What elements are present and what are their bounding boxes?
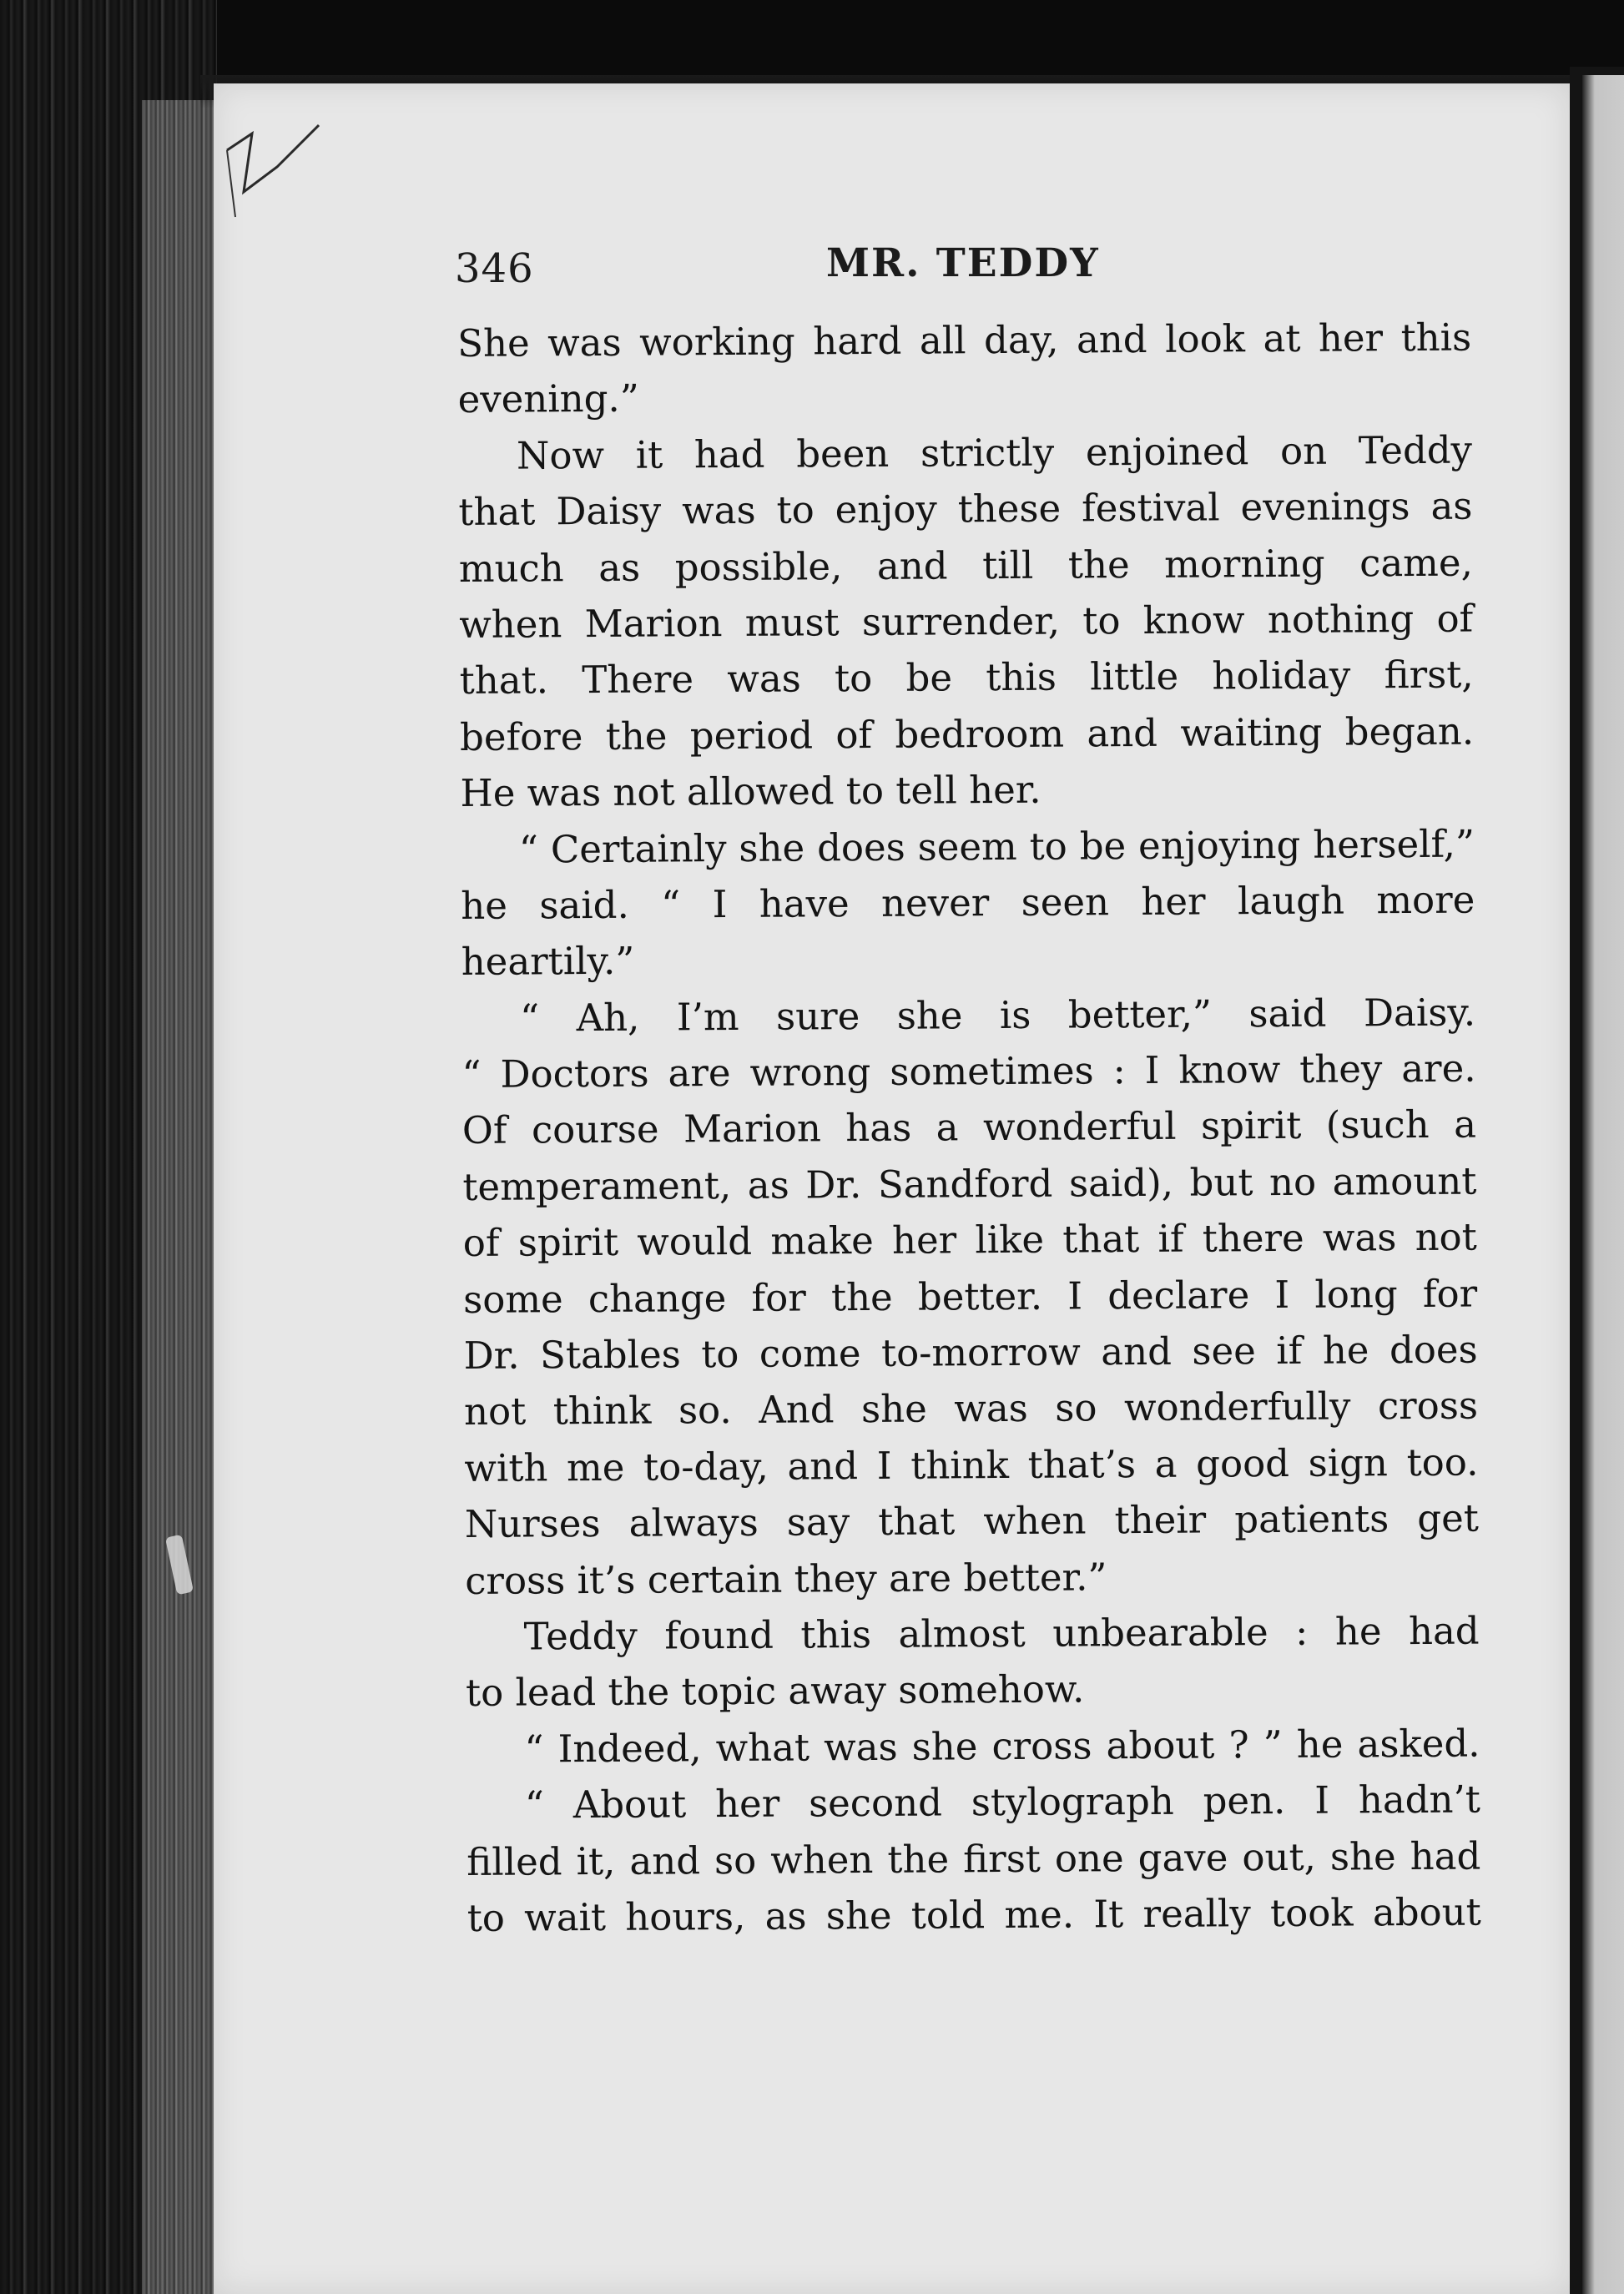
text-line: evening.”	[457, 376, 639, 422]
text-line: he said. “ I have never seen her laugh more	[461, 877, 1475, 928]
running-head: MR. TEDDY	[826, 240, 1100, 286]
text-line: “ Ah, I’m sure she is better,” said Daisy.	[519, 990, 1476, 1041]
text-line: not think so. And she was so wonderfully cross	[463, 1383, 1479, 1434]
text-line: to lead the topic away somehow.	[465, 1666, 1085, 1716]
text-line: that. There was to be this little holiday first,	[459, 652, 1474, 703]
page-header	[455, 235, 1100, 294]
text-line: before the period of bedroom and waiting began.	[459, 708, 1475, 759]
text-line: with me to-day, and I think that’s a good sign too.	[464, 1439, 1479, 1490]
next-page-edge	[1582, 75, 1624, 2294]
text-line: that Daisy was to enjoy these festival evenings as	[458, 483, 1473, 535]
text-line: “ Certainly she does seem to be enjoying herself,”	[518, 821, 1475, 872]
text-line: heartily.”	[461, 939, 635, 985]
text-line: temperament, as Dr. Sandford said), but no amount	[462, 1158, 1477, 1209]
text-line: of spirit would make her like that if there was not	[462, 1214, 1477, 1266]
text-line: when Marion must surrender, to know nothing of	[459, 596, 1474, 647]
pencil-mark-icon	[219, 117, 335, 242]
text-line: much as possible, and till the morning came,	[458, 540, 1473, 591]
text-line: Now it had been strictly enjoined on Teddy	[516, 427, 1473, 478]
text-line: Dr. Stables to come to-morrow and see if he does	[463, 1327, 1478, 1379]
text-line: filled it, and so when the first one gave out, she had	[467, 1833, 1481, 1884]
text-line: “ Indeed, what was she cross about ? ” he asked.	[524, 1721, 1480, 1772]
body-text	[457, 310, 1481, 1947]
text-line: Of course Marion has a wonderful spirit (such a	[461, 1102, 1477, 1153]
text-line: Nurses always say that when their patients get	[464, 1495, 1479, 1547]
text-line: She was working hard all day, and look at her this	[457, 315, 1472, 366]
page-edges	[142, 100, 217, 2294]
text-line: “ Doctors are wrong sometimes : I know they are.	[461, 1046, 1476, 1097]
text-line: Teddy found this almost unbearable : he had	[523, 1608, 1480, 1659]
text-line: cross it’s certain they are better.”	[465, 1554, 1107, 1603]
text-line: some change for the better. I declare I long for	[463, 1271, 1478, 1322]
text-line: He was not allowed to tell her.	[460, 767, 1041, 816]
text-line: to wait hours, as she told me. It really took about	[467, 1889, 1481, 1940]
text-line: “ About her second stylograph pen. I hadn’t	[524, 1777, 1481, 1828]
page-number: 346	[455, 245, 534, 292]
